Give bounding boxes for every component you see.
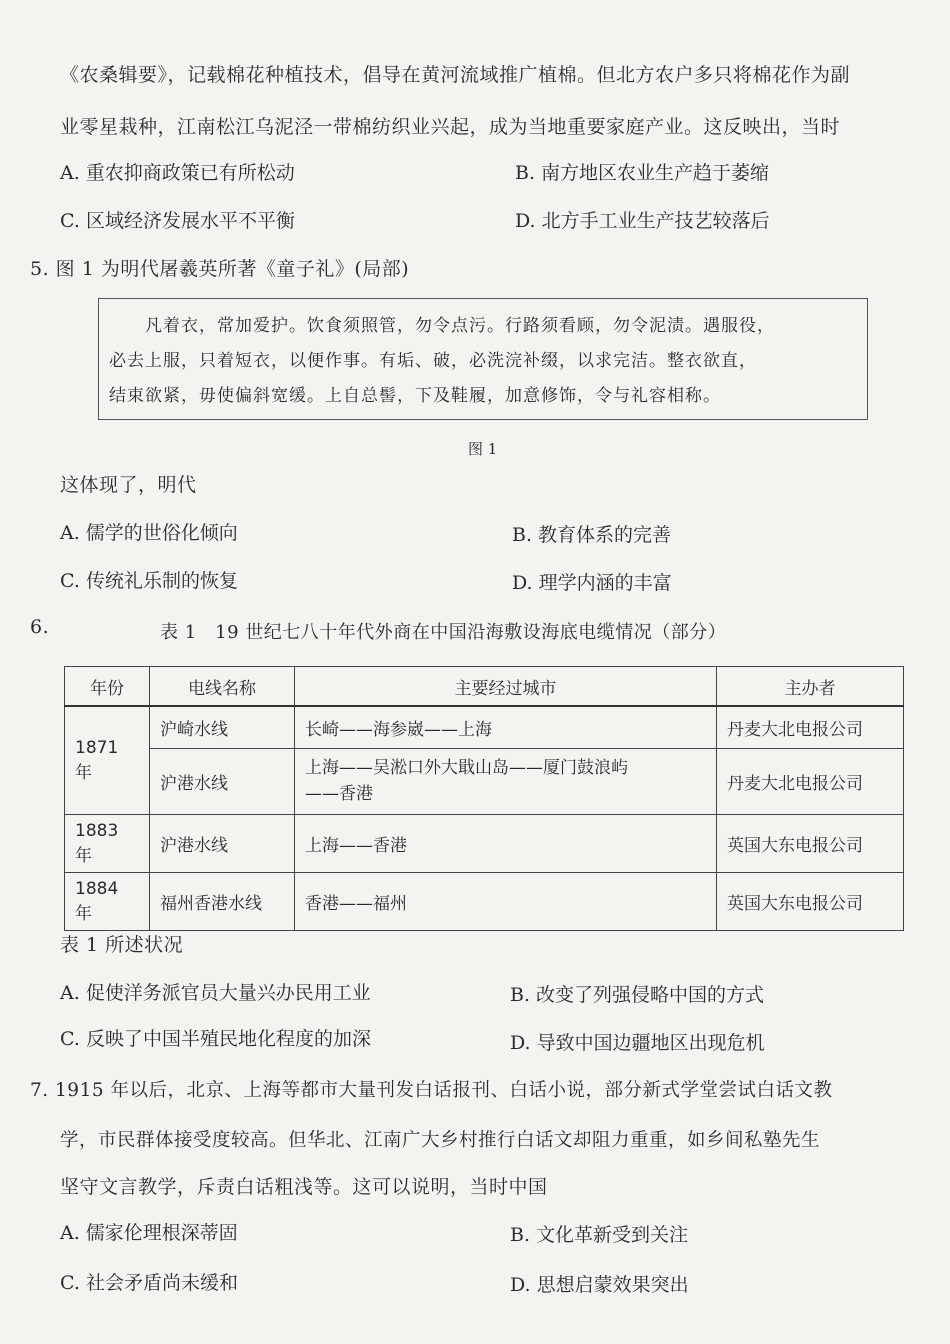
table-header-row [65,667,904,707]
q7-option-d: D. 思想启蒙效果突出 [510,1274,689,1296]
q6-option-d: D. 导致中国边疆地区出现危机 [510,1032,765,1054]
q5-option-d: D. 理学内涵的丰富 [512,572,672,594]
cell-host: 丹麦大北电报公司 [717,748,904,814]
q4-stem-line-2: 业零星栽种，江南松江乌泥泾一带棉纺织业兴起，成为当地重要家庭产业。这反映出，当时 [60,116,841,138]
header-year: 年份 [65,667,150,707]
cell-year: 1884 年 [65,872,150,930]
cell-name: 沪港水线 [150,814,295,872]
cell-host: 英国大东电报公司 [717,872,904,930]
q5-option-a: A. 儒学的世俗化倾向 [60,522,238,544]
cell-year: 1871 年 [65,706,150,814]
q4-option-a: A. 重农抑商政策已有所松动 [60,162,295,184]
header-route: 主要经过城市 [295,667,717,707]
q6-table-title: 表 1 19 世纪七八十年代外商在中国沿海敷设海底电缆情况（部分） [160,622,727,643]
cable-table [64,666,904,931]
q5-figure-caption: 图 1 [468,440,498,458]
q7-stem-line-3: 坚守文言教学，斥责白话粗浅等。这可以说明，当时中国 [60,1176,548,1198]
table-row [65,706,904,748]
cell-name: 沪港水线 [150,748,295,814]
cell-name: 沪崎水线 [150,706,295,748]
q5-quote-box [98,298,868,420]
cell-route: 上海——香港 [295,814,717,872]
q7-stem-line-2: 学，市民群体接受度较高。但华北、江南广大乡村推行白话文却阻力重重，如乡间私塾先生 [60,1130,821,1151]
q7-option-b: B. 文化革新受到关注 [510,1224,689,1246]
q5-prompt: 这体现了，明代 [60,474,197,496]
q5-quote-line-3: 结束欲紧，毋使偏斜宽缓。上自总髻，下及鞋履，加意修饰，令与礼容相称。 [109,386,721,406]
header-host: 主办者 [717,667,904,707]
cell-route: 长崎——海参崴——上海 [295,706,717,748]
table-row [65,814,904,872]
cell-host: 英国大东电报公司 [717,814,904,872]
q7-option-c: C. 社会矛盾尚未缓和 [60,1272,238,1294]
q6-option-b: B. 改变了列强侵略中国的方式 [510,984,765,1006]
q6-prompt: 表 1 所述状况 [60,934,184,956]
q4-stem-line-1: 《农桑辑要》，记载棉花种植技术，倡导在黄河流域推广植棉。但北方农户多只将棉花作为副 [60,64,851,86]
cell-route-line-1: 上海——吴淞口外大戢山岛——厦门鼓浪屿 [305,758,628,778]
q7-option-a: A. 儒家伦理根深蒂固 [60,1222,238,1244]
cell-name: 福州香港水线 [150,872,295,930]
q4-option-d: D. 北方手工业生产技艺较落后 [515,210,770,232]
q6-number: 6. [30,616,50,638]
q4-option-c: C. 区域经济发展水平不平衡 [60,210,295,232]
cell-route-line-2: ——香港 [305,784,373,804]
cell-host: 丹麦大北电报公司 [717,706,904,748]
q5-quote-line-1: 凡着衣，常加爱护。饮食须照管，勿令点污。行路须看顾，勿令泥渍。遇服役， [145,316,775,336]
q7-stem-line-1: 7. 1915 年以后，北京、上海等都市大量刊发白话报刊、白话小说，部分新式学堂尝试白话文教 [30,1080,833,1101]
cell-route: 香港——福州 [295,872,717,930]
q5-stem: 5. 图 1 为明代屠羲英所著《童子礼》(局部) [30,258,410,280]
table-row [65,748,904,814]
q5-option-c: C. 传统礼乐制的恢复 [60,570,238,592]
cell-year: 1883 年 [65,814,150,872]
table-row [65,872,904,930]
q5-quote-line-2: 必去上服，只着短衣，以便作事。有垢、破，必洗浣补缀，以求完洁。整衣欲直， [109,351,757,371]
header-name: 电线名称 [150,667,295,707]
q6-option-a: A. 促使洋务派官员大量兴办民用工业 [60,982,371,1004]
q4-option-b: B. 南方地区农业生产趋于萎缩 [515,162,770,184]
cell-route [295,748,717,814]
q5-option-b: B. 教育体系的完善 [512,524,672,546]
q6-option-c: C. 反映了中国半殖民地化程度的加深 [60,1028,371,1050]
